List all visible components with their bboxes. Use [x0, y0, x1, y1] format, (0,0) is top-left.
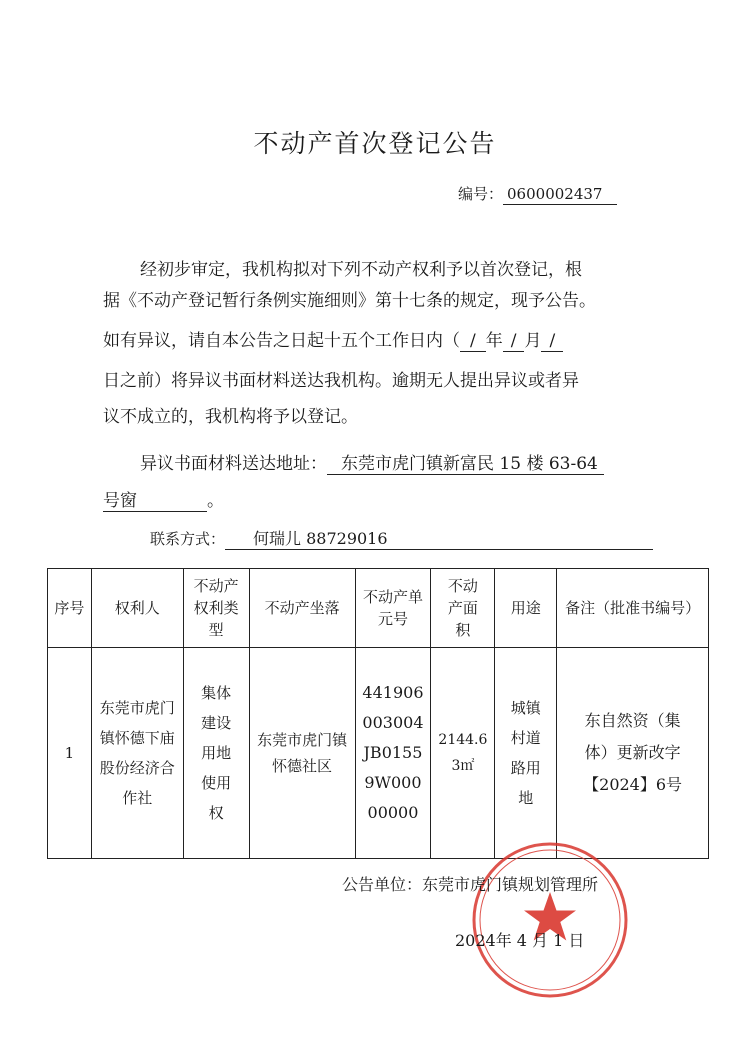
cell-use — [495, 648, 557, 859]
body-line-4: 日之前）将异议书面材料送达我机构。逾期无人提出异议或者异 — [103, 371, 579, 391]
cell-use-text: 城镇村道路用地 — [510, 699, 541, 807]
header-area — [431, 569, 495, 648]
cell-area — [431, 648, 495, 859]
header-holder: 权利人 — [91, 569, 183, 648]
cell-unit-no — [355, 648, 431, 859]
doc-number-value: 0600002437 — [503, 185, 617, 205]
header-no: 序号 — [48, 569, 92, 648]
cell-area-text: 2144.63㎡ — [438, 732, 488, 774]
body-line-3 — [103, 326, 563, 356]
address-value-2: 号窗 — [103, 491, 207, 512]
official-seal — [470, 840, 630, 1000]
header-right-type-text: 不动产权利类型 — [193, 577, 239, 639]
table-header-row — [48, 569, 709, 648]
table-row — [48, 648, 709, 859]
header-unit-no-text: 不动产单元号 — [362, 588, 423, 628]
issue-date: 2024年 4 月 1 日 — [455, 931, 585, 950]
header-right-type — [183, 569, 249, 648]
body-line-2: 据《不动产登记暂行条例实施细则》第十七条的规定，现予公告。 — [103, 291, 596, 311]
address-value: 东莞市虎门镇新富民 15 楼 63-64 — [327, 454, 604, 475]
cell-location-text: 东莞市虎门镇怀德社区 — [257, 731, 348, 775]
header-remark: 备注（批准书编号） — [557, 569, 709, 648]
blank-year: / — [460, 331, 486, 352]
header-location: 不动产坐落 — [249, 569, 355, 648]
registration-table — [47, 568, 709, 859]
year-char: 年 — [485, 331, 503, 351]
blank-day: / — [541, 331, 563, 352]
body-line-5: 议不成立的，我机构将予以登记。 — [103, 407, 358, 427]
header-unit-no — [355, 569, 431, 648]
address-end: 。 — [207, 491, 224, 511]
blank-month: / — [503, 331, 525, 352]
doc-number — [458, 183, 617, 205]
cell-no: 1 — [48, 648, 92, 859]
address-label: 异议书面材料送达地址： — [140, 454, 327, 474]
body-line-3-text: 如有异议，请自本公告之日起十五个工作日内（ — [103, 331, 460, 351]
body-line-1: 经初步审定，我机构拟对下列不动产权利予以首次登记，根 — [140, 260, 582, 280]
contact-line — [150, 526, 653, 550]
month-char: 月 — [524, 331, 542, 351]
cell-right-type — [183, 648, 249, 859]
address-line — [140, 449, 604, 479]
cell-holder — [91, 648, 183, 859]
cell-right-type-text: 集体建设用地使用权 — [201, 684, 232, 822]
cell-location — [249, 648, 355, 859]
cell-holder-text: 东莞市虎门镇怀德下庙股份经济合作社 — [99, 699, 175, 807]
cell-unit-no-text: 441906003004JB01559W00000000 — [362, 683, 424, 822]
cell-remark — [557, 648, 709, 859]
header-area-text: 不动产面积 — [447, 577, 478, 639]
contact-value: 何瑞儿 88729016 — [225, 526, 653, 550]
header-use: 用途 — [495, 569, 557, 648]
address-line-2 — [103, 486, 224, 516]
cell-remark-text: 东自然资（集体）更新改字【2024】6号 — [583, 711, 683, 794]
page-title: 不动产首次登记公告 — [253, 129, 497, 158]
contact-label: 联系方式： — [150, 530, 226, 548]
issuer-line: 公告单位：东莞市虎门镇规划管理所 — [342, 875, 599, 894]
doc-number-label: 编号： — [458, 185, 504, 203]
